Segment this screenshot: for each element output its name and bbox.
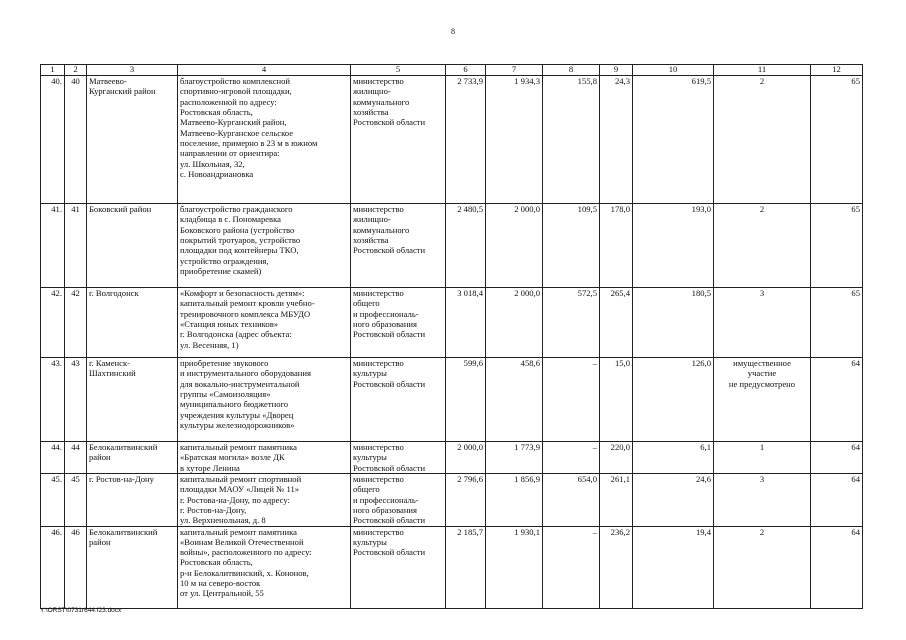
participants-line: 2 [759,76,765,86]
value-col-10: 19,4 [633,526,714,608]
value-col-12: 64 [811,358,863,442]
ministry-line: общего [353,484,380,495]
value-col-9: 220,0 [600,442,633,474]
value-col-10: 193,0 [633,204,714,288]
project-description-line: «Братская могила» возле ДК [180,452,285,463]
ministry-line: общего [353,298,380,309]
project-description-line: г. Ростова-на-Дону, по адресу: [180,494,290,505]
table-row [41,288,863,358]
regional-budget: 1 773,9 [486,442,543,474]
municipality [87,526,178,608]
ministry-line: министерство [353,288,404,298]
value-col-10: 619,5 [633,76,714,204]
project-description-line: капитальный ремонт спортивной [180,473,302,484]
table-row [41,526,863,608]
project-description-line: приобретение звукового [180,358,269,368]
table-row [41,473,863,526]
local-budget: – [543,526,600,608]
project-description-line: г. Ростов-на-Дону, [180,504,247,515]
regional-budget: 458,6 [486,358,543,442]
ministry-line: Ростовской области [353,329,426,340]
ministry-line: жилищно- [353,214,391,225]
ministry-line: Ростовской области [353,378,426,389]
project-description-line: ул. Весенняя, 1) [180,339,239,350]
ministry [351,526,446,608]
project-description-line: Ростовская область, [180,106,253,117]
value-col-12: 65 [811,76,863,204]
municipality-line: г. Ростов-на-Дону [89,473,154,484]
project-description-line: ул. Школьная, 32, [180,158,245,169]
municipality-line: г. Волгодонск [89,288,139,298]
table-row [41,204,863,288]
regional-budget: 1 934,3 [486,76,543,204]
municipality-line: район [89,452,111,463]
ministry [351,76,446,204]
municipality-line: Боковский район [89,204,152,214]
project-description-line: группы «Самоизоляция» [180,388,271,399]
municipality [87,358,178,442]
page-number: 8 [451,27,455,36]
table-body [41,76,863,609]
header-col-3: 3 [87,65,178,76]
ministry-line: хозяйства [353,106,389,117]
project-description-line: муниципального бюджетного [180,399,289,410]
header-col-7: 7 [486,65,543,76]
header-col-5: 5 [351,65,446,76]
project-description [178,358,351,442]
ministry [351,473,446,526]
project-description-line: площадки под контейнеры ТКО, [180,245,299,256]
project-description-line: тренировочного комплекса МБУДО [180,308,311,319]
project-description [178,288,351,358]
ministry-line: ного образования [353,318,417,329]
project-description [178,204,351,288]
project-description-line: Ростовская область, [180,557,253,568]
local-budget: 654,0 [543,473,600,526]
ministry-line: и профессиональ- [353,308,419,319]
ministry-line: и профессиональ- [353,494,419,505]
data-table [40,64,863,609]
municipality-line: Белокалитвинский [89,526,158,537]
project-description-line: от ул. Центральной, 55 [180,588,264,599]
participants [714,442,811,474]
municipality-line: Шахтинский [89,368,136,379]
project-description-line: учреждения культуры «Дворец [180,409,294,420]
ministry-line: культуры [353,368,387,379]
item-number: 42 [65,288,87,358]
ministry-line: Ростовской области [353,245,426,256]
participants [714,473,811,526]
local-budget: – [543,442,600,474]
local-budget: 155,8 [543,76,600,204]
ministry [351,204,446,288]
total-cost: 2 733,9 [446,76,486,204]
participants-line: 1 [759,442,765,452]
total-cost: 2 185,7 [446,526,486,608]
total-cost: 3 018,4 [446,288,486,358]
project-description-line: Боковского района (устройство [180,224,295,235]
project-description-line: благоустройство гражданского [180,204,293,214]
participants-line: 3 [759,288,765,298]
row-number: 42. [41,288,65,358]
row-number: 43. [41,358,65,442]
ministry-line: министерство [353,442,404,452]
value-col-9: 15,0 [600,358,633,442]
item-number: 46 [65,526,87,608]
ministry-line: министерство [353,473,404,484]
value-col-9: 265,4 [600,288,633,358]
local-budget: – [543,358,600,442]
project-description [178,76,351,204]
project-description [178,442,351,474]
value-col-9: 178,0 [600,204,633,288]
ministry-line: министерство [353,204,404,214]
value-col-12: 65 [811,288,863,358]
total-cost: 2 000,0 [446,442,486,474]
header-col-9: 9 [600,65,633,76]
value-col-12: 64 [811,473,863,526]
ministry-line: ного образования [353,504,417,515]
project-description-line: капитальный ремонт памятника [180,442,297,452]
value-col-12: 64 [811,526,863,608]
value-col-10: 6,1 [633,442,714,474]
ministry-line: Ростовской области [353,117,426,128]
project-description-line: благоустройство комплексной [180,76,291,86]
header-col-6: 6 [446,65,486,76]
ministry-line: министерство [353,358,404,368]
project-description-line: и инструментального оборудования [180,368,311,379]
project-description-line: направлении от ориентира: [180,148,280,159]
item-number: 41 [65,204,87,288]
header-col-8: 8 [543,65,600,76]
participants-line: 2 [759,204,765,214]
row-number: 44. [41,442,65,474]
project-description-line: кладбища в с. Пономаревка [180,214,281,225]
header-col-2: 2 [65,65,87,76]
item-number: 43 [65,358,87,442]
project-description-line: 10 м на северо-восток [180,578,261,589]
item-number: 45 [65,473,87,526]
local-budget: 572,5 [543,288,600,358]
value-col-10: 180,5 [633,288,714,358]
ministry [351,358,446,442]
municipality-line: Курганский район [89,86,156,97]
municipality [87,76,178,204]
value-col-10: 126,0 [633,358,714,442]
project-description-line: поселение, примерно в 23 м в южном [180,137,318,148]
participants-line: участие [747,368,777,379]
item-number: 44 [65,442,87,474]
project-description-line: площадки МАОУ «Лицей № 11» [180,484,300,495]
row-number: 41. [41,204,65,288]
municipality [87,288,178,358]
project-description-line: г. Волгодонска (адрес объекта: [180,329,292,340]
project-description-line: войны», расположенного по адресу: [180,547,312,558]
project-description-line: ул. Верхненольная, д. 8 [180,515,266,526]
project-description-line: спортивно-игровой площадки, [180,86,292,97]
table-row [41,358,863,442]
municipality [87,442,178,474]
project-description-line: покрытий тротуаров, устройство [180,234,301,245]
project-description-line: культуры железнодорожников» [180,419,295,430]
project-description-line: устройство ограждения, [180,255,269,266]
regional-budget: 2 000,0 [486,204,543,288]
ministry-line: жилищно- [353,86,391,97]
file-path-footer: Y:\ORST\0731r644.f23.docx [40,607,122,614]
project-description-line: р-н Белокалитвинский, х. Кононов, [180,567,309,578]
project-description-line: «Воинам Великой Отечественной [180,536,304,547]
municipality [87,473,178,526]
value-col-9: 24,3 [600,76,633,204]
total-cost: 599,6 [446,358,486,442]
header-col-4: 4 [178,65,351,76]
header-col-11: 11 [714,65,811,76]
ministry-line: коммунального [353,96,410,107]
total-cost: 2 796,6 [446,473,486,526]
project-description-line: капитальный ремонт памятника [180,526,297,537]
participants [714,526,811,608]
project-description-line: «Комфорт и безопасность детям»: [180,288,305,298]
row-number: 40. [41,76,65,204]
value-col-9: 236,2 [600,526,633,608]
municipality-line: Матвеево- [89,76,127,86]
value-col-10: 24,6 [633,473,714,526]
header-col-12: 12 [811,65,863,76]
municipality-line: г. Каменск- [89,358,130,368]
municipality-line: район [89,536,111,547]
participants [714,76,811,204]
ministry [351,288,446,358]
project-description-line: Матвеево-Курганское сельское [180,127,294,138]
row-number: 45. [41,473,65,526]
participants-line: 3 [759,473,765,484]
local-budget: 109,5 [543,204,600,288]
table-row [41,76,863,204]
value-col-12: 65 [811,204,863,288]
project-description-line: капитальный ремонт кровли учебно- [180,298,315,309]
project-description-line: расположенной по адресу: [180,96,277,107]
ministry-line: хозяйства [353,234,389,245]
ministry-line: министерство [353,526,404,537]
participants-line: 2 [759,526,765,537]
table-row [41,442,863,474]
value-col-9: 261,1 [600,473,633,526]
participants [714,204,811,288]
participants [714,358,811,442]
project-description-line: «Станция юных техников» [180,318,279,329]
regional-budget: 1 930,1 [486,526,543,608]
ministry-line: культуры [353,536,387,547]
item-number: 40 [65,76,87,204]
municipality [87,204,178,288]
total-cost: 2 480,5 [446,204,486,288]
participants [714,288,811,358]
project-description-line: Матвеево-Курганский район, [180,117,287,128]
ministry-line: Ростовской области [353,515,426,526]
row-number: 46. [41,526,65,608]
regional-budget: 2 000,0 [486,288,543,358]
value-col-12: 64 [811,442,863,474]
project-description [178,473,351,526]
regional-budget: 1 856,9 [486,473,543,526]
project-description-line: для вокально-инструментальной [180,378,300,389]
ministry-line: коммунального [353,224,410,235]
project-description-line: приобретение скамей) [180,265,262,276]
ministry-line: Ростовской области [353,547,426,558]
participants-line: не предусмотрено [728,378,796,389]
municipality-line: Белокалитвинский [89,442,158,452]
header-row [41,65,863,76]
ministry-line: министерство [353,76,404,86]
header-col-1: 1 [41,65,65,76]
ministry [351,442,446,474]
project-description [178,526,351,608]
ministry-line: культуры [353,452,387,463]
header-col-10: 10 [633,65,714,76]
participants-line: имущественное [733,358,791,368]
ministry-line: Ростовской области [353,462,426,473]
project-description-line: с. Новоандриановка [180,168,254,179]
project-description-line: в хуторе Ленина [180,462,240,473]
